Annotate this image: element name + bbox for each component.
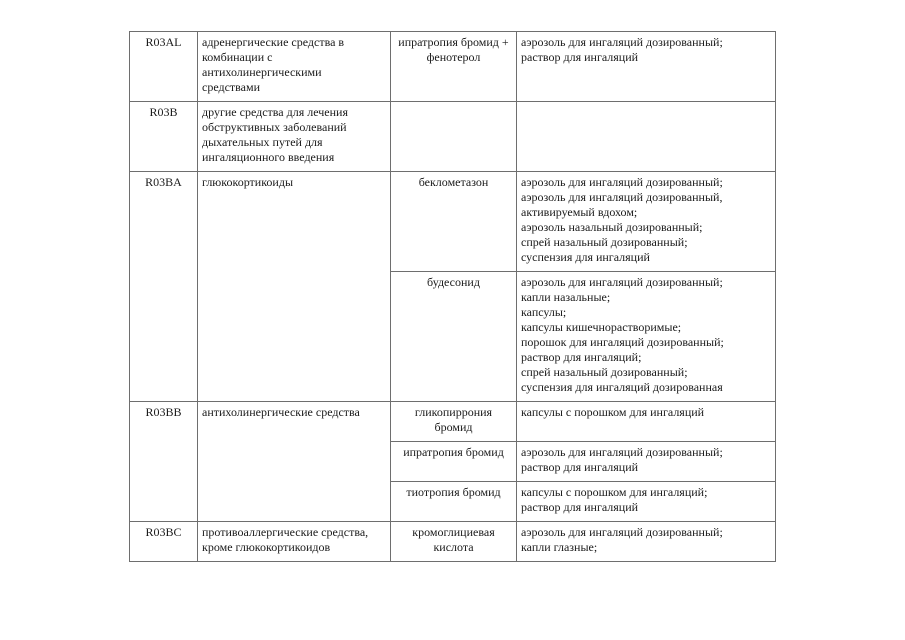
atc-code-cell: R03B [130,102,198,172]
atc-code-cell: R03AL [130,32,198,102]
drug-name-cell [391,172,517,272]
text-line: капли глазные; [521,540,598,554]
dosage-forms-cell [517,442,776,482]
pharmacological-group-cell [198,32,391,102]
text-line: капсулы кишечнорастворимые; [521,320,682,334]
text-line: аэрозоль для ингаляций дозированный; [521,35,723,49]
text-line: раствор для ингаляций [521,460,639,474]
dosage-forms-cell [517,272,776,402]
text-line: аэрозоль назальный дозированный; [521,220,703,234]
text-line: антихолинергические средства [202,405,360,419]
text-line: аэрозоль для ингаляций дозированный; [521,175,723,189]
table-row [130,522,776,562]
text-line: будесонид [427,275,480,289]
drug-name-cell [391,522,517,562]
text-line: аэрозоль для ингаляций дозированный; [521,275,723,289]
text-line: средствами [202,80,261,94]
text-line: капли назальные; [521,290,611,304]
text-line: спрей назальный дозированный; [521,365,688,379]
text-line: аэрозоль для ингаляций дозированный; [521,525,723,539]
atc-code-cell: R03BA [130,172,198,402]
text-line: раствор для ингаляций [521,50,639,64]
text-line: тиотропия бромид [406,485,501,499]
atc-code-cell: R03BB [130,402,198,522]
text-line: кислота [433,540,474,554]
text-line: капсулы с порошком для ингаляций [521,405,705,419]
text-line: обструктивных заболеваний [202,120,347,134]
drug-name-cell [391,32,517,102]
text-line: аэрозоль для ингаляций дозированный, [521,190,723,204]
text-line: порошок для ингаляций дозированный; [521,335,724,349]
table-row [130,172,776,272]
text-line: ипратропия бромид + [398,35,509,49]
table-row [130,102,776,172]
text-line: капсулы с порошком для ингаляций; [521,485,708,499]
dosage-forms-cell [517,482,776,522]
pharmacological-group-cell [198,172,391,402]
drug-name-cell [391,402,517,442]
text-line: кроме глюкокортикоидов [202,540,331,554]
text-line: спрей назальный дозированный; [521,235,688,249]
drug-name-cell [391,442,517,482]
text-line: активируемый вдохом; [521,205,638,219]
dosage-forms-cell [517,102,776,172]
text-line: дыхательных путей для [202,135,323,149]
table-row [130,402,776,442]
drug-name-cell [391,102,517,172]
text-line: аэрозоль для ингаляций дозированный; [521,445,723,459]
drug-name-cell [391,272,517,402]
text-line: кромоглициевая [412,525,495,539]
pharmacological-group-cell [198,402,391,522]
dosage-forms-cell [517,32,776,102]
drug-classification-table [129,31,776,562]
text-line: другие средства для лечения [202,105,348,119]
dosage-forms-cell [517,402,776,442]
pharmacological-group-cell [198,522,391,562]
text-line: фенотерол [426,50,481,64]
text-line: раствор для ингаляций [521,500,639,514]
text-line: адренергические средства в [202,35,345,49]
text-line: раствор для ингаляций; [521,350,642,364]
text-line: гликопиррония [414,405,493,419]
pharmacological-group-cell [198,102,391,172]
text-line: противоаллергические средства, [202,525,369,539]
dosage-forms-cell [517,522,776,562]
atc-code-cell: R03BC [130,522,198,562]
text-line: капсулы; [521,305,567,319]
text-line: ингаляционного введения [202,150,335,164]
text-line: ипратропия бромид [403,445,504,459]
text-line: комбинации с [202,50,273,64]
text-line: суспензия для ингаляций дозированная [521,380,723,394]
dosage-forms-cell [517,172,776,272]
text-line: бромид [434,420,473,434]
table-row [130,32,776,102]
text-line: суспензия для ингаляций [521,250,650,264]
text-line: антихолинергическими [202,65,322,79]
table-body [130,32,776,562]
drug-name-cell [391,482,517,522]
text-line: беклометазон [418,175,489,189]
text-line: глюкокортикоиды [202,175,294,189]
